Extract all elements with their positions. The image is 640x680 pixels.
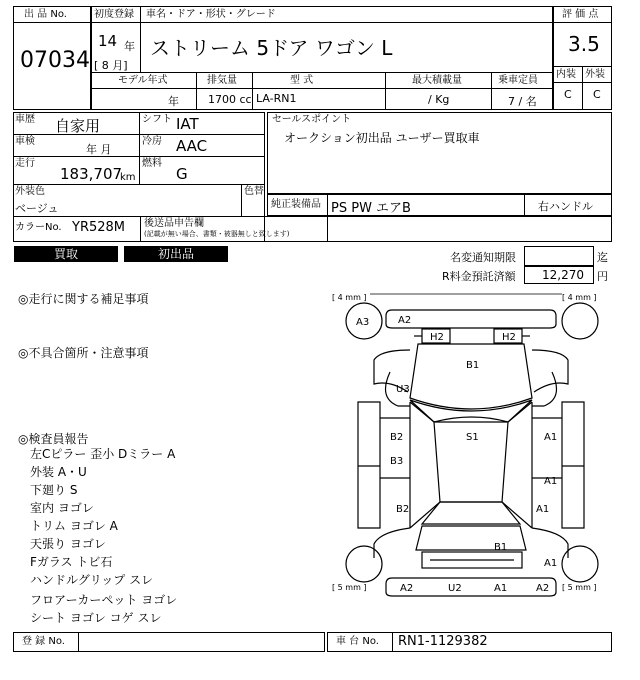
first-registration-label: 初度登録 bbox=[94, 9, 134, 20]
damage-mark: H2 bbox=[430, 332, 444, 343]
damage-mark: B1 bbox=[466, 360, 480, 371]
mileage-unit: km bbox=[120, 172, 136, 183]
capacity-value: 7 / 名 bbox=[508, 95, 537, 108]
damage-mark: A1 bbox=[544, 558, 558, 569]
name-change-box bbox=[524, 246, 594, 266]
lot-label: 出 品 No. bbox=[24, 9, 67, 20]
registration-label: 登 録 No. bbox=[22, 636, 65, 647]
mileage-value: 183,707 bbox=[60, 165, 123, 183]
inspector-line: 天張り ヨゴレ bbox=[30, 537, 106, 551]
chassis-label: 車 台 No. bbox=[336, 636, 379, 647]
lot-number: 07034 bbox=[20, 48, 90, 73]
ac-label: 冷房 bbox=[142, 136, 162, 147]
inspector-line: ハンドルグリップ スレ bbox=[30, 573, 154, 587]
repaint-label: 色替 bbox=[244, 186, 264, 197]
handle-position: 右ハンドル bbox=[538, 200, 593, 213]
interior-label: 内装 bbox=[556, 69, 576, 80]
name-change-label: 名変通知期限 bbox=[450, 251, 516, 264]
capacity-label: 乗車定員 bbox=[498, 75, 538, 86]
damage-diagram bbox=[330, 288, 612, 628]
score-label: 評 価 点 bbox=[562, 9, 599, 20]
damage-mark: A2 bbox=[398, 315, 412, 326]
first-listing-tag: 初出品 bbox=[124, 246, 228, 262]
year-unit: 年 bbox=[124, 40, 135, 53]
equipment-value: PS PW エアB bbox=[331, 201, 411, 216]
interior-grade: C bbox=[564, 88, 572, 101]
car-name-label: 車名・ドア・形状・グレード bbox=[146, 9, 276, 20]
chassis-number: RN1-1129382 bbox=[398, 634, 488, 649]
shift-label: シフト bbox=[142, 114, 172, 125]
inspector-line: Fガラス トビ石 bbox=[30, 555, 113, 569]
inspector-report-title: ◎検査員報告 bbox=[18, 432, 89, 446]
overall-score: 3.5 bbox=[568, 32, 600, 56]
tire-depth-front-right: [ 4 mm ] bbox=[562, 293, 597, 302]
model-code-value: LA-RN1 bbox=[256, 92, 297, 105]
damage-mark: U3 bbox=[396, 384, 410, 395]
equipment-label: 純正装備品 bbox=[271, 199, 321, 210]
damage-mark: U2 bbox=[448, 583, 462, 594]
damage-mark: A2 bbox=[536, 583, 550, 594]
tire-depth-front-left: [ 4 mm ] bbox=[332, 293, 367, 302]
inspection-value: 年 月 bbox=[86, 143, 112, 156]
first-registration-month: [ 8 月] bbox=[94, 59, 128, 72]
front-right-tire bbox=[562, 303, 598, 339]
inspector-line: 室内 ヨゴレ bbox=[30, 501, 94, 515]
car-name: ストリーム 5ドア ワゴン L bbox=[150, 36, 393, 60]
first-registration-year: 14 bbox=[98, 32, 118, 50]
damage-mark: B2 bbox=[396, 504, 410, 515]
mileage-label: 走行 bbox=[15, 158, 35, 169]
max-load-label: 最大積載量 bbox=[412, 75, 462, 86]
damage-mark: S1 bbox=[466, 432, 479, 443]
damage-mark: A1 bbox=[494, 583, 508, 594]
damage-mark: H2 bbox=[502, 332, 516, 343]
displacement-value: 1700 cc bbox=[208, 93, 252, 106]
driving-notes-title: ◎走行に関する補足事項 bbox=[18, 292, 149, 306]
max-load-unit: / Kg bbox=[428, 93, 450, 106]
rear-left-tire bbox=[346, 546, 382, 582]
name-change-unit: 迄 bbox=[597, 251, 608, 264]
damage-mark: B3 bbox=[390, 456, 404, 467]
buy-tag: 買取 bbox=[14, 246, 118, 262]
history-label: 車歴 bbox=[15, 114, 35, 125]
model-code-label: 型 式 bbox=[290, 75, 314, 86]
docs-label: 後送品申告欄 bbox=[144, 218, 204, 229]
model-year-unit: 年 bbox=[168, 95, 179, 108]
defect-notes-title: ◎不具合箇所・注意事項 bbox=[18, 346, 149, 360]
inspector-line: フロアーカーペット ヨゴレ bbox=[30, 593, 178, 607]
fuel-value: G bbox=[176, 165, 188, 183]
docs-note: (記載が無い場合、書類・被器無しと致します) bbox=[144, 230, 290, 238]
sales-point-label: セールスポイント bbox=[272, 114, 352, 125]
damage-mark: A1 bbox=[544, 476, 558, 487]
recycle-value: 12,270 bbox=[542, 268, 584, 282]
exterior-label: 外装 bbox=[585, 69, 605, 80]
shift-value: IAT bbox=[176, 115, 199, 133]
ac-value: AAC bbox=[176, 137, 208, 155]
fuel-label: 燃料 bbox=[142, 158, 162, 169]
exterior-grade: C bbox=[593, 88, 601, 101]
exterior-color-value: ベージュ bbox=[15, 202, 59, 215]
damage-mark: A1 bbox=[536, 504, 550, 515]
color-no-label: カラーNo. bbox=[15, 222, 62, 233]
displacement-label: 排気量 bbox=[207, 75, 237, 86]
color-no-value: YR528M bbox=[72, 220, 126, 235]
inspector-line: トリム ヨゴレ A bbox=[30, 519, 118, 533]
inspector-line: 下廻り S bbox=[30, 483, 78, 497]
inspection-label: 車検 bbox=[15, 136, 35, 147]
model-year-label: モデル年式 bbox=[118, 75, 168, 86]
damage-mark: A2 bbox=[400, 583, 414, 594]
recycle-label: R料金預託済額 bbox=[442, 270, 516, 283]
inspector-line: 外装 A・U bbox=[30, 465, 87, 479]
exterior-color-label: 外装色 bbox=[15, 186, 45, 197]
damage-mark: B2 bbox=[390, 432, 404, 443]
damage-mark: A1 bbox=[544, 432, 558, 443]
damage-mark: B1 bbox=[494, 542, 508, 553]
damage-mark: A3 bbox=[356, 317, 370, 328]
tire-depth-rear-right: [ 5 mm ] bbox=[562, 583, 597, 592]
history-value: 自家用 bbox=[55, 117, 101, 135]
sales-point-text: オークション初出品 ユーザー買取車 bbox=[284, 131, 480, 145]
inspector-line: シート ヨゴレ コゲ スレ bbox=[30, 611, 162, 625]
inspector-line: 左Cピラー 歪小 Dミラー A bbox=[30, 447, 176, 461]
recycle-unit: 円 bbox=[597, 270, 608, 283]
tire-depth-rear-left: [ 5 mm ] bbox=[332, 583, 367, 592]
